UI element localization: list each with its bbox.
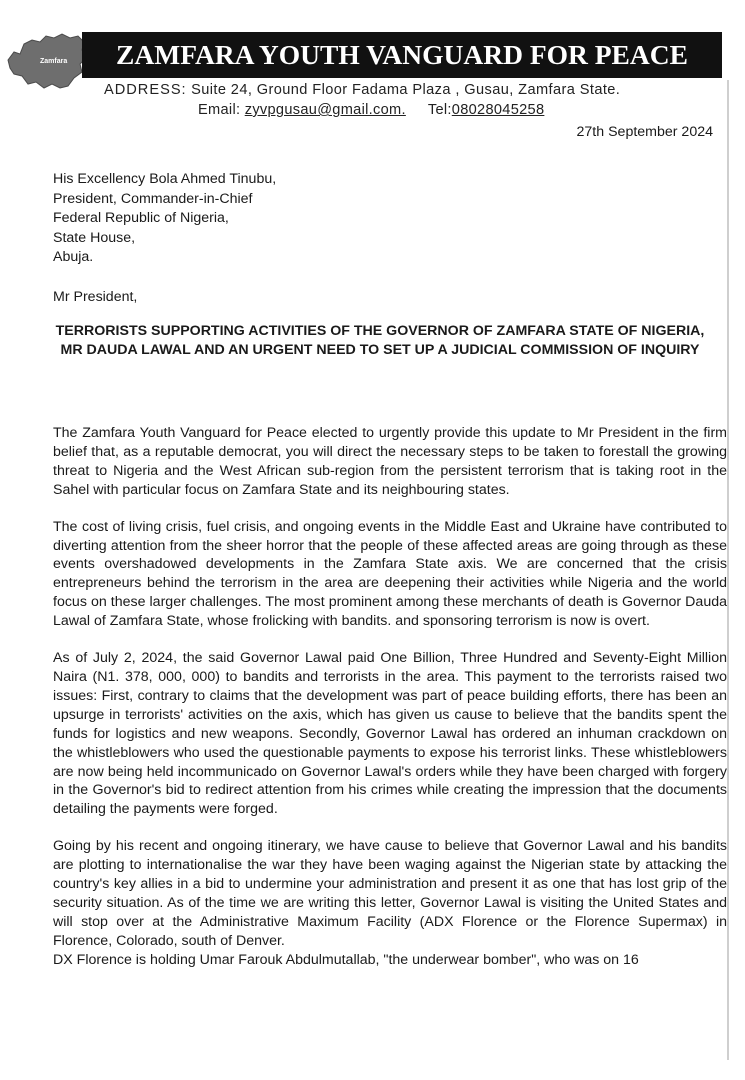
tel-link[interactable]: 08028045258 <box>451 102 545 118</box>
recipient-line: His Excellency Bola Ahmed Tinubu, <box>53 171 277 187</box>
address-text: Suite 24, Ground Floor Fadama Plaza , Gusau, Zamfara State. <box>191 82 621 98</box>
tel-label: Tel: <box>427 102 452 118</box>
recipient-line: State House, <box>53 229 136 246</box>
email-link[interactable]: zyvpgusau@gmail.com. <box>244 102 406 118</box>
address-line <box>104 82 620 98</box>
letter-body <box>53 424 727 970</box>
margin-rule <box>727 80 729 1060</box>
contact-line <box>198 102 544 118</box>
salutation: Mr President, <box>53 289 138 305</box>
recipient-line: Abuja. <box>53 249 94 266</box>
address-label: ADDRESS: <box>104 82 187 98</box>
body-paragraph: DX Florence is holding Umar Farouk Abdulmutallab, "the underwear bomber", who was on 16 <box>53 951 639 968</box>
body-paragraph: As of July 2, 2024, the said Governor Lawal paid One Billion, Three Hundred and Seventy-Eight Million Naira (N1. 378, 000, 000) to bandits and terrorists in the area. This payment to the terrorists raised two issues: First, contrary to claims that the development was part of peace building efforts, there has been an upsurge in terrorists' activities on the axis, which has given us cause to believe that the bandits spent the funds for logistics and new weapons. Secondly, Governor Lawal has ordered an inhuman crackdown on the whistleblowers who used the questionable payments to expose his terrorist links. These whistleblowers are now being held incommunicado on Governor Lawal's orders while they have been charged with forgery in the Governor's bid to redirect attention from his crimes while creating the impression that the documents detailing the payments were forged. <box>53 650 727 818</box>
email-label: Email: <box>198 102 241 118</box>
subject-heading: TERRORISTS SUPPORTING ACTIVITIES OF THE GOVERNOR OF ZAMFARA STATE OF NIGERIA, MR DAUDA LAWAL AND AN URGENT NEED TO SET UP A JUDICIAL COMMISSION OF INQUIRY <box>55 323 705 358</box>
organization-banner: ZAMFARA YOUTH VANGUARD FOR PEACE <box>82 32 722 78</box>
recipient-line: Federal Republic of Nigeria, <box>53 210 229 227</box>
recipient-line: President, Commander-in-Chief <box>53 190 253 207</box>
map-logo-label: Zamfara <box>40 58 68 65</box>
body-paragraph: Going by his recent and ongoing itinerary, we have cause to believe that Governor Lawal and his bandits are plotting to internationalise the war they have been waging against the Nigerian state by attacking the country's key allies in a bid to undermine your administration and present it as one that has lost grip of the security situation. As of the time we are writing this letter, Governor Lawal is visiting the United States and will stop over at the Administrative Maximum Facility (ADX Florence or the Florence Supermax) in Florence, Colorado, south of Denver. <box>53 838 727 949</box>
body-paragraph: The cost of living crisis, fuel crisis, and ongoing events in the Middle East and Ukraine have contributed to diverting attention from the sheer horror that the people of these affected areas are going through as these events overshadowed developments in the Zamfara State axis. We are concerned that the crisis entrepreneurs behind the terrorism in the area are deepening their activities while Nigeria and the world focus on these larger challenges. The most prominent among these merchants of death is Governor Dauda Lawal of Zamfara State, whose frolicking with bandits. and sponsoring terrorism is now is overt. <box>53 518 727 630</box>
recipient-block <box>53 170 276 268</box>
letterhead <box>0 18 745 118</box>
letter-date: 27th September 2024 <box>576 124 713 140</box>
body-paragraph: The Zamfara Youth Vanguard for Peace elected to urgently provide this update to Mr President in the firm belief that, as a reputable democrat, you will direct the necessary steps to be taken to forestall the growing threat to Nigeria and the West African sub-region from the persistent terrorism that is taking root in the Sahel with particular focus on Zamfara State and its neighbouring states. <box>53 425 727 498</box>
